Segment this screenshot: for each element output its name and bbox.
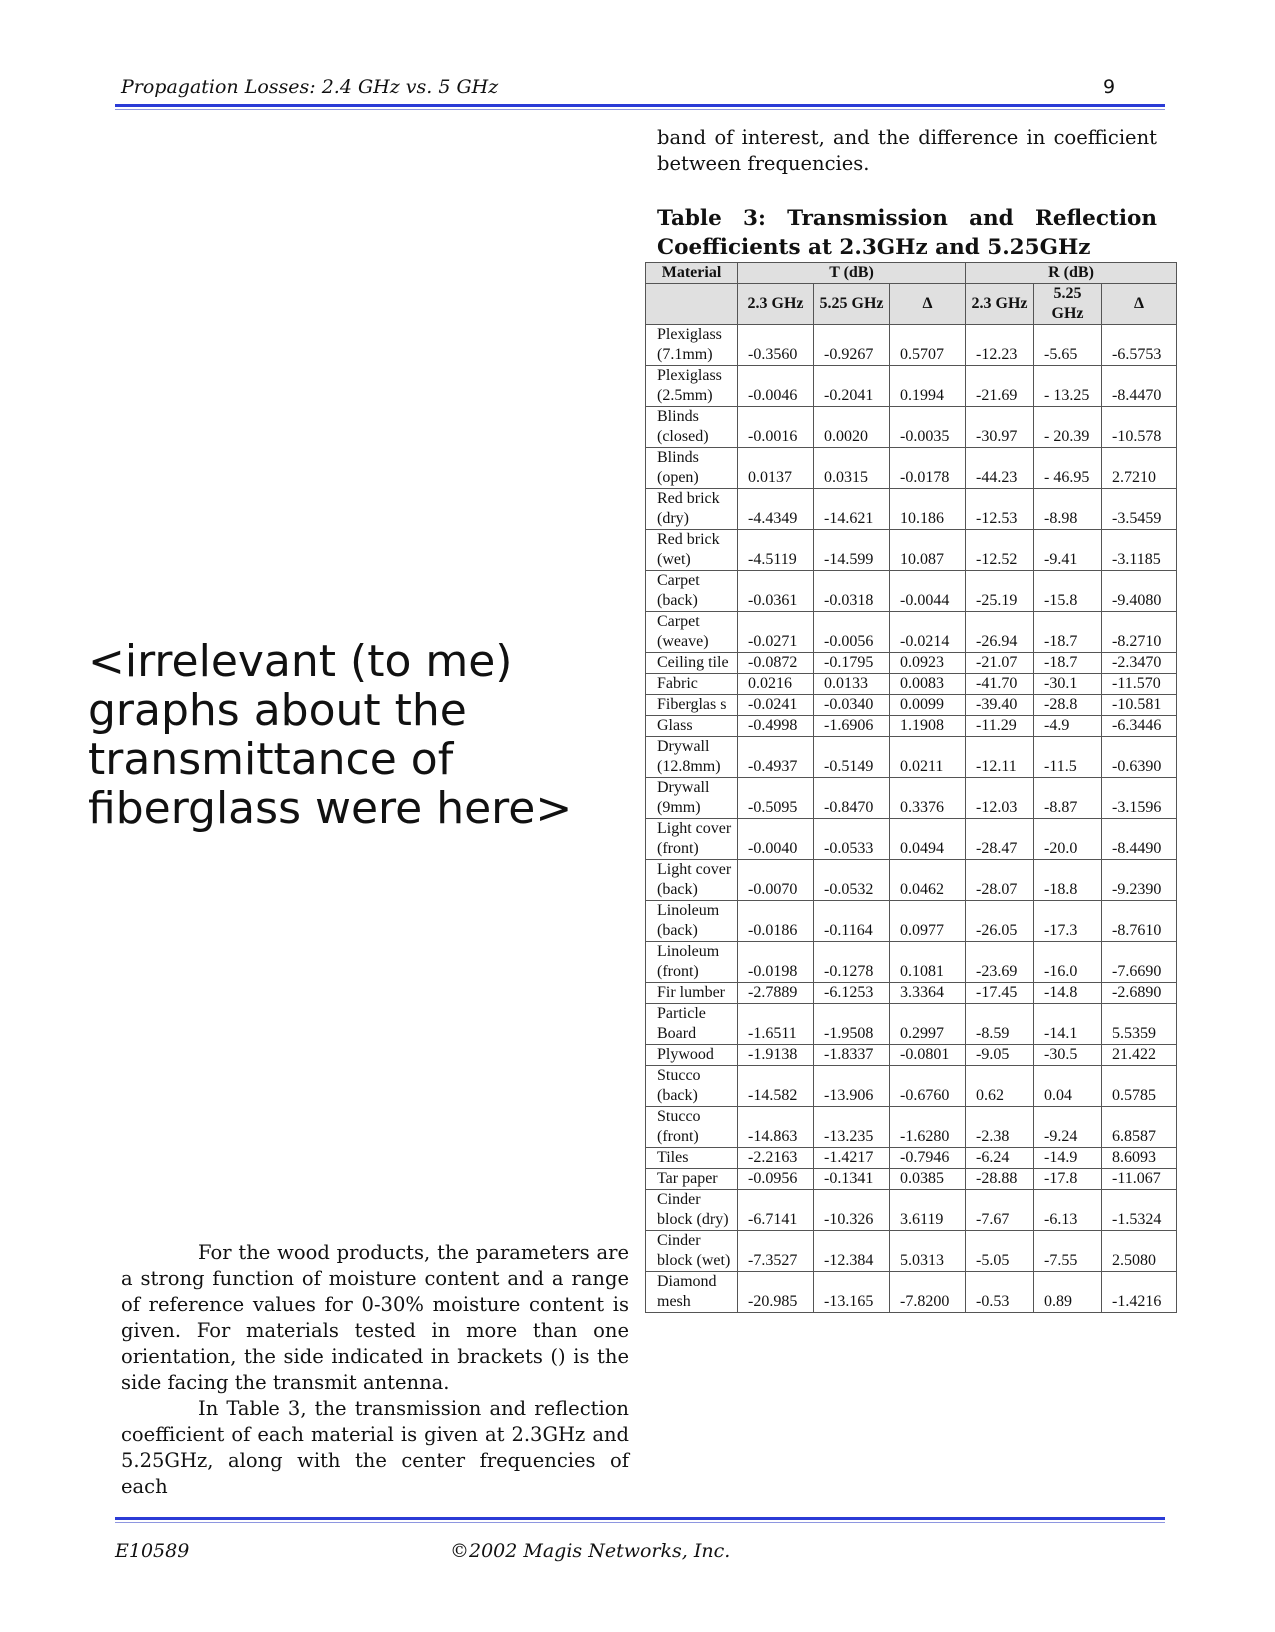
t-delta-cell: -0.0801 (890, 1045, 966, 1066)
table-row (646, 612, 1177, 653)
table-row (646, 489, 1177, 530)
table-row (646, 674, 1177, 695)
t-2-3-cell: -14.863 (738, 1107, 814, 1148)
material-cell: Tiles (646, 1148, 738, 1169)
coefficients-table (645, 262, 1177, 1313)
r-2-3-cell: -21.07 (966, 653, 1034, 674)
t-5-25-cell: -0.2041 (814, 366, 890, 407)
r-5-25-cell: -16.0 (1034, 942, 1102, 983)
material-cell: Plexiglass (2.5mm) (646, 366, 738, 407)
t-delta-cell: -0.0035 (890, 407, 966, 448)
r-delta-cell: -0.6390 (1102, 737, 1177, 778)
t-delta-cell: 5.0313 (890, 1231, 966, 1272)
r-2-3-cell: -25.19 (966, 571, 1034, 612)
t-2-3-cell: -0.0070 (738, 860, 814, 901)
t-delta-cell: 3.3364 (890, 983, 966, 1004)
r-delta-cell: -9.2390 (1102, 860, 1177, 901)
material-cell: Fir lumber (646, 983, 738, 1004)
table-row (646, 1231, 1177, 1272)
t-2-3-cell: -0.4998 (738, 716, 814, 737)
table-row (646, 1148, 1177, 1169)
col-header-blank (646, 284, 738, 325)
col-header-material: Material (646, 263, 738, 284)
material-cell: Glass (646, 716, 738, 737)
material-cell: Cinder block (wet) (646, 1231, 738, 1272)
r-5-25-cell: 0.89 (1034, 1272, 1102, 1313)
t-delta-cell: 0.0083 (890, 674, 966, 695)
t-2-3-cell: -0.0872 (738, 653, 814, 674)
r-2-3-cell: -39.40 (966, 695, 1034, 716)
material-cell: Red brick (wet) (646, 530, 738, 571)
r-2-3-cell: -11.29 (966, 716, 1034, 737)
t-5-25-cell: -0.1795 (814, 653, 890, 674)
r-delta-cell: 2.7210 (1102, 448, 1177, 489)
t-delta-cell: -0.6760 (890, 1066, 966, 1107)
table-row (646, 653, 1177, 674)
t-5-25-cell: -14.599 (814, 530, 890, 571)
t-2-3-cell: -0.0016 (738, 407, 814, 448)
t-5-25-cell: -1.6906 (814, 716, 890, 737)
r-5-25-cell: -17.8 (1034, 1169, 1102, 1190)
table-row (646, 942, 1177, 983)
col-header-t-delta: Δ (890, 284, 966, 325)
material-cell: Cinder block (dry) (646, 1190, 738, 1231)
table-row (646, 819, 1177, 860)
r-5-25-cell: -9.41 (1034, 530, 1102, 571)
graph-placeholder-note: <irrelevant (to me) graphs about the transmittance of fiberglass were here> (88, 636, 573, 834)
material-cell: Blinds (closed) (646, 407, 738, 448)
r-5-25-cell: - 20.39 (1034, 407, 1102, 448)
t-delta-cell: 0.3376 (890, 778, 966, 819)
t-5-25-cell: -13.165 (814, 1272, 890, 1313)
t-5-25-cell: -0.5149 (814, 737, 890, 778)
r-5-25-cell: -8.98 (1034, 489, 1102, 530)
t-2-3-cell: -0.5095 (738, 778, 814, 819)
table-row (646, 1190, 1177, 1231)
t-5-25-cell: -12.384 (814, 1231, 890, 1272)
t-2-3-cell: -2.2163 (738, 1148, 814, 1169)
table-row (646, 695, 1177, 716)
table-row (646, 1169, 1177, 1190)
t-2-3-cell: -0.0046 (738, 366, 814, 407)
t-2-3-cell: -20.985 (738, 1272, 814, 1313)
t-2-3-cell: -14.582 (738, 1066, 814, 1107)
t-2-3-cell: -4.5119 (738, 530, 814, 571)
r-5-25-cell: -14.8 (1034, 983, 1102, 1004)
t-5-25-cell: -0.1341 (814, 1169, 890, 1190)
page-number: 9 (1103, 76, 1116, 98)
col-header-r-23: 2.3 GHz (966, 284, 1034, 325)
r-delta-cell: -7.6690 (1102, 942, 1177, 983)
t-delta-cell: 1.1908 (890, 716, 966, 737)
footer-rule-thin (115, 1522, 1165, 1523)
material-cell: Red brick (dry) (646, 489, 738, 530)
r-delta-cell: -8.7610 (1102, 901, 1177, 942)
t-5-25-cell: 0.0133 (814, 674, 890, 695)
t-2-3-cell: 0.0137 (738, 448, 814, 489)
r-5-25-cell: - 46.95 (1034, 448, 1102, 489)
r-delta-cell: 6.8587 (1102, 1107, 1177, 1148)
r-delta-cell: -11.067 (1102, 1169, 1177, 1190)
table-row (646, 1066, 1177, 1107)
r-delta-cell: -9.4080 (1102, 571, 1177, 612)
material-cell: Light cover (front) (646, 819, 738, 860)
r-5-25-cell: -30.5 (1034, 1045, 1102, 1066)
col-header-t-525: 5.25 GHz (814, 284, 890, 325)
r-5-25-cell: -15.8 (1034, 571, 1102, 612)
r-5-25-cell: -18.7 (1034, 612, 1102, 653)
material-cell: Plywood (646, 1045, 738, 1066)
material-cell: Linoleum (front) (646, 942, 738, 983)
t-2-3-cell: -6.7141 (738, 1190, 814, 1231)
t-5-25-cell: -14.621 (814, 489, 890, 530)
t-delta-cell: -0.0178 (890, 448, 966, 489)
material-cell: Plexiglass (7.1mm) (646, 325, 738, 366)
t-2-3-cell: -0.4937 (738, 737, 814, 778)
t-delta-cell: 0.0211 (890, 737, 966, 778)
t-delta-cell: 0.5707 (890, 325, 966, 366)
r-2-3-cell: -8.59 (966, 1004, 1034, 1045)
r-2-3-cell: -30.97 (966, 407, 1034, 448)
r-2-3-cell: -12.03 (966, 778, 1034, 819)
t-5-25-cell: -0.1164 (814, 901, 890, 942)
table-caption-line1: Table 3: Transmission and Reflection (657, 206, 1157, 231)
t-delta-cell: 0.1081 (890, 942, 966, 983)
material-cell: Stucco (front) (646, 1107, 738, 1148)
r-delta-cell: -3.1185 (1102, 530, 1177, 571)
r-2-3-cell: 0.62 (966, 1066, 1034, 1107)
r-2-3-cell: -41.70 (966, 674, 1034, 695)
t-5-25-cell: -13.235 (814, 1107, 890, 1148)
r-5-25-cell: -18.8 (1034, 860, 1102, 901)
r-2-3-cell: -28.88 (966, 1169, 1034, 1190)
body-text (121, 1240, 629, 1500)
r-5-25-cell: - 13.25 (1034, 366, 1102, 407)
page-header-title: Propagation Losses: 2.4 GHz vs. 5 GHz (121, 76, 499, 98)
footer-doc-id: E10589 (115, 1540, 190, 1562)
t-delta-cell: 3.6119 (890, 1190, 966, 1231)
r-2-3-cell: -12.23 (966, 325, 1034, 366)
r-delta-cell: 2.5080 (1102, 1231, 1177, 1272)
paragraph-wood-products: For the wood products, the parameters are a strong function of moisture content and a range of reference values for 0-30% moisture content is given. For materials tested in more than one orientation, the side indicated in brackets () is the side facing the transmit antenna. (121, 1241, 629, 1394)
table-row (646, 1004, 1177, 1045)
material-cell: Blinds (open) (646, 448, 738, 489)
t-delta-cell: 0.0923 (890, 653, 966, 674)
r-2-3-cell: -6.24 (966, 1148, 1034, 1169)
col-header-t-23: 2.3 GHz (738, 284, 814, 325)
t-2-3-cell: -7.3527 (738, 1231, 814, 1272)
r-5-25-cell: -9.24 (1034, 1107, 1102, 1148)
t-5-25-cell: -1.8337 (814, 1045, 890, 1066)
r-5-25-cell: -11.5 (1034, 737, 1102, 778)
material-cell: Linoleum (back) (646, 901, 738, 942)
material-cell: Ceiling tile (646, 653, 738, 674)
t-delta-cell: 0.1994 (890, 366, 966, 407)
material-cell: Tar paper (646, 1169, 738, 1190)
table-row (646, 407, 1177, 448)
t-delta-cell: -7.8200 (890, 1272, 966, 1313)
t-5-25-cell: 0.0315 (814, 448, 890, 489)
t-2-3-cell: -2.7889 (738, 983, 814, 1004)
r-2-3-cell: -0.53 (966, 1272, 1034, 1313)
material-cell: Carpet (back) (646, 571, 738, 612)
r-2-3-cell: -44.23 (966, 448, 1034, 489)
r-delta-cell: -6.3446 (1102, 716, 1177, 737)
material-cell: Drywall (9mm) (646, 778, 738, 819)
material-cell: Drywall (12.8mm) (646, 737, 738, 778)
table-row (646, 778, 1177, 819)
footer-rule (115, 1517, 1165, 1520)
t-delta-cell: 10.186 (890, 489, 966, 530)
col-header-r-525: 5.25 GHz (1034, 284, 1102, 325)
r-delta-cell: -2.6890 (1102, 983, 1177, 1004)
table-row (646, 901, 1177, 942)
r-5-25-cell: -14.1 (1034, 1004, 1102, 1045)
t-delta-cell: 0.0494 (890, 819, 966, 860)
t-2-3-cell: -0.0956 (738, 1169, 814, 1190)
t-delta-cell: 0.0977 (890, 901, 966, 942)
r-5-25-cell: -20.0 (1034, 819, 1102, 860)
t-2-3-cell: -0.0186 (738, 901, 814, 942)
t-delta-cell: 0.2997 (890, 1004, 966, 1045)
t-5-25-cell: -10.326 (814, 1190, 890, 1231)
material-cell: Stucco (back) (646, 1066, 738, 1107)
paragraph-table-reference: In Table 3, the transmission and reflection coefficient of each material is given at 2.3GHz and 5.25GHz, along with the center frequencies of each (121, 1397, 629, 1498)
r-5-25-cell: -5.65 (1034, 325, 1102, 366)
r-5-25-cell: -6.13 (1034, 1190, 1102, 1231)
t-2-3-cell: -4.4349 (738, 489, 814, 530)
r-delta-cell: -8.4490 (1102, 819, 1177, 860)
r-2-3-cell: -2.38 (966, 1107, 1034, 1148)
r-2-3-cell: -28.07 (966, 860, 1034, 901)
t-2-3-cell: -0.0271 (738, 612, 814, 653)
r-5-25-cell: -7.55 (1034, 1231, 1102, 1272)
r-2-3-cell: -9.05 (966, 1045, 1034, 1066)
table-row (646, 1272, 1177, 1313)
t-2-3-cell: -0.0198 (738, 942, 814, 983)
header-rule (115, 104, 1165, 107)
t-2-3-cell: -0.3560 (738, 325, 814, 366)
r-5-25-cell: -8.87 (1034, 778, 1102, 819)
t-delta-cell: -0.0214 (890, 612, 966, 653)
table-row (646, 716, 1177, 737)
t-2-3-cell: -0.0241 (738, 695, 814, 716)
r-2-3-cell: -23.69 (966, 942, 1034, 983)
t-delta-cell: -1.6280 (890, 1107, 966, 1148)
table-row (646, 571, 1177, 612)
r-5-25-cell: -18.7 (1034, 653, 1102, 674)
r-5-25-cell: -17.3 (1034, 901, 1102, 942)
t-delta-cell: -0.7946 (890, 1148, 966, 1169)
t-2-3-cell: -0.0361 (738, 571, 814, 612)
t-5-25-cell: 0.0020 (814, 407, 890, 448)
t-5-25-cell: -0.9267 (814, 325, 890, 366)
r-2-3-cell: -12.11 (966, 737, 1034, 778)
r-2-3-cell: -28.47 (966, 819, 1034, 860)
table-row (646, 1045, 1177, 1066)
r-delta-cell: -10.581 (1102, 695, 1177, 716)
r-2-3-cell: -12.52 (966, 530, 1034, 571)
t-delta-cell: 0.0462 (890, 860, 966, 901)
t-5-25-cell: -1.4217 (814, 1148, 890, 1169)
r-2-3-cell: -17.45 (966, 983, 1034, 1004)
t-5-25-cell: -0.0340 (814, 695, 890, 716)
r-2-3-cell: -12.53 (966, 489, 1034, 530)
t-5-25-cell: -0.0533 (814, 819, 890, 860)
r-5-25-cell: -28.8 (1034, 695, 1102, 716)
r-delta-cell: 21.422 (1102, 1045, 1177, 1066)
r-delta-cell: -6.5753 (1102, 325, 1177, 366)
r-delta-cell: -1.4216 (1102, 1272, 1177, 1313)
r-delta-cell: -11.570 (1102, 674, 1177, 695)
header-rule-thin (115, 109, 1165, 110)
col-header-t: T (dB) (738, 263, 966, 284)
table-row (646, 983, 1177, 1004)
t-2-3-cell: -1.9138 (738, 1045, 814, 1066)
table-row (646, 366, 1177, 407)
r-delta-cell: 5.5359 (1102, 1004, 1177, 1045)
material-cell: Light cover (back) (646, 860, 738, 901)
t-5-25-cell: -1.9508 (814, 1004, 890, 1045)
t-delta-cell: -0.0044 (890, 571, 966, 612)
col-header-r-delta: Δ (1102, 284, 1177, 325)
t-5-25-cell: -13.906 (814, 1066, 890, 1107)
r-delta-cell: 0.5785 (1102, 1066, 1177, 1107)
table-row (646, 448, 1177, 489)
col-header-r: R (dB) (966, 263, 1177, 284)
table-row (646, 860, 1177, 901)
t-delta-cell: 0.0099 (890, 695, 966, 716)
t-2-3-cell: 0.0216 (738, 674, 814, 695)
t-5-25-cell: -0.0056 (814, 612, 890, 653)
r-delta-cell: -2.3470 (1102, 653, 1177, 674)
r-5-25-cell: -14.9 (1034, 1148, 1102, 1169)
r-2-3-cell: -5.05 (966, 1231, 1034, 1272)
intro-paragraph: band of interest, and the difference in coefficient between frequencies. (657, 126, 1157, 175)
r-delta-cell: -3.5459 (1102, 489, 1177, 530)
table-row (646, 1107, 1177, 1148)
r-2-3-cell: -26.05 (966, 901, 1034, 942)
table-row (646, 530, 1177, 571)
r-delta-cell: -8.2710 (1102, 612, 1177, 653)
t-2-3-cell: -1.6511 (738, 1004, 814, 1045)
material-cell: Fabric (646, 674, 738, 695)
r-2-3-cell: -26.94 (966, 612, 1034, 653)
footer-copyright: ©2002 Magis Networks, Inc. (450, 1540, 731, 1562)
r-delta-cell: -1.5324 (1102, 1190, 1177, 1231)
t-5-25-cell: -0.8470 (814, 778, 890, 819)
t-5-25-cell: -0.0532 (814, 860, 890, 901)
t-5-25-cell: -6.1253 (814, 983, 890, 1004)
table-caption-line2: Coefficients at 2.3GHz and 5.25GHz (657, 235, 1091, 260)
material-cell: Particle Board (646, 1004, 738, 1045)
material-cell: Carpet (weave) (646, 612, 738, 653)
r-delta-cell: -10.578 (1102, 407, 1177, 448)
t-delta-cell: 10.087 (890, 530, 966, 571)
material-cell: Fiberglas s (646, 695, 738, 716)
t-5-25-cell: -0.0318 (814, 571, 890, 612)
r-2-3-cell: -21.69 (966, 366, 1034, 407)
table-row (646, 737, 1177, 778)
material-cell: Diamond mesh (646, 1272, 738, 1313)
r-delta-cell: 8.6093 (1102, 1148, 1177, 1169)
r-delta-cell: -3.1596 (1102, 778, 1177, 819)
t-2-3-cell: -0.0040 (738, 819, 814, 860)
r-5-25-cell: 0.04 (1034, 1066, 1102, 1107)
t-5-25-cell: -0.1278 (814, 942, 890, 983)
r-2-3-cell: -7.67 (966, 1190, 1034, 1231)
t-delta-cell: 0.0385 (890, 1169, 966, 1190)
table-caption (657, 204, 1157, 262)
r-delta-cell: -8.4470 (1102, 366, 1177, 407)
r-5-25-cell: -30.1 (1034, 674, 1102, 695)
r-5-25-cell: -4.9 (1034, 716, 1102, 737)
table-row (646, 325, 1177, 366)
